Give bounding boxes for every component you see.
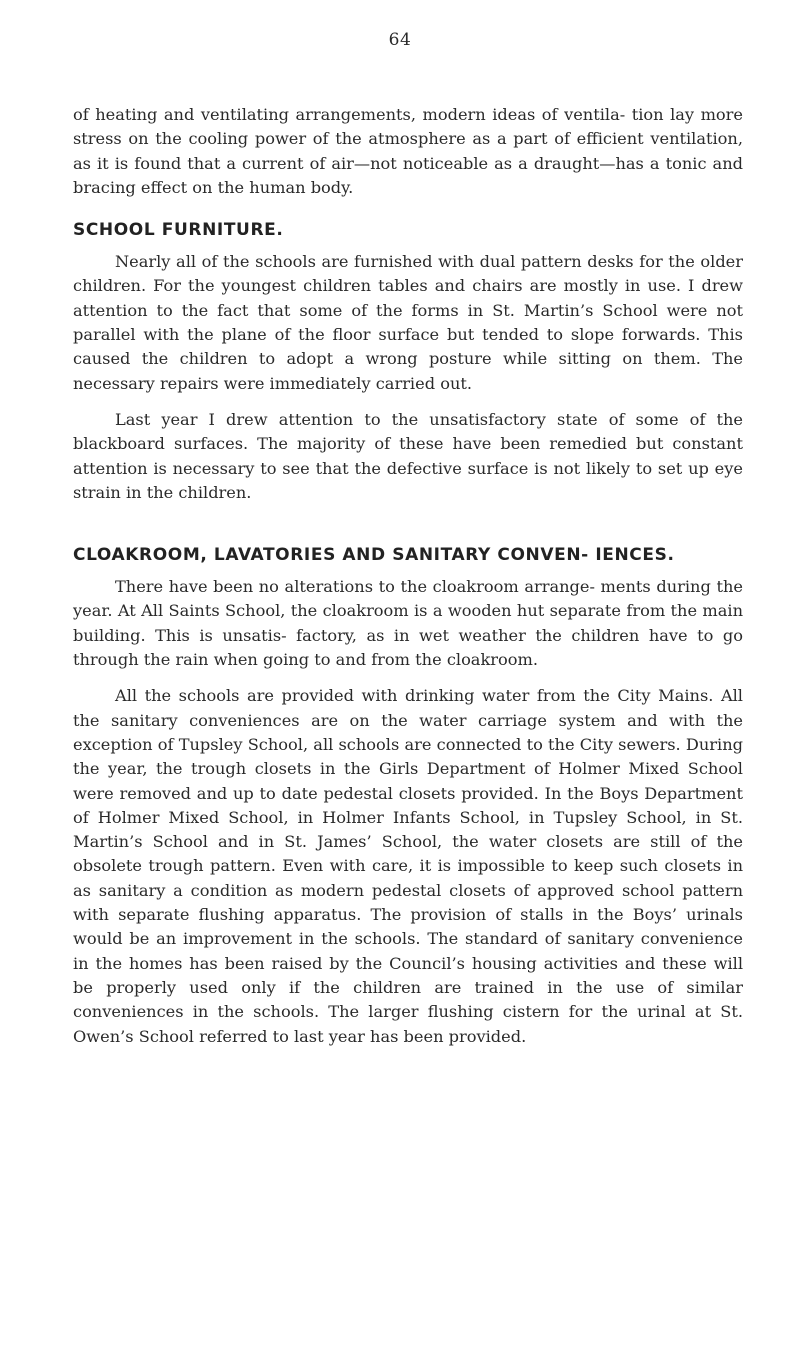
paragraph-ventilation-continued: of heating and ventilating arrangements, modern ideas of ventila- tion lay more stress on the cooling power of the atmosphere as a part of efficient ventilation, as it is found that a current of air—not noticeable as a draught—has a tonic and bracing effect on the human body. bbox=[73, 105, 743, 197]
page-number: 64 bbox=[388, 30, 412, 50]
paragraph-sanitary: All the schools are provided with drinking water from the City Mains. All the sanitary conveniences are on the water carriage system and with the exception of Tupsley School, all schools are connected to the City sewers. During the year, the trough closets in the Girls Department of Holmer Mixed School were removed and up to date pedestal closets provided. In the Boys Department of Holmer Mixed School, in Holmer Infants School, in Tupsley School, in St. Martin’s School and in St. James’ School, the water closets are still of the obsolete trough pattern. Even with care, it is impossible to keep such closets in as sanitary a condition as modern pedestal closets of approved school pattern with separate flushing apparatus. The provision of stalls in the Boys’ urinals would be an improvement in the schools. The standard of sanitary convenience in the homes has been raised by the Council’s housing activities and these will be properly used only if the children are trained in the use of similar conveniences in the schools. The larger flushing cistern for the urinal at St. Owen’s School referred to last year has been provided. bbox=[73, 686, 743, 1046]
paragraph-blackboards: Last year I drew attention to the unsatisfactory state of some of the blackboard surfaces. The majority of these have been remedied but constant attention is necessary to see that the defective surface is not likely to set up eye strain in the children. bbox=[73, 409, 743, 502]
page-content bbox=[73, 103, 743, 1061]
paragraph-cloakroom: There have been no alterations to the cloakroom arrange- ments during the year. At All Saints School, the cloakroom is a wooden hut separate from the main building. This is unsatis- factory, as in wet weather the children have to go through the rain when going to and from the cloakroom. bbox=[73, 577, 743, 670]
heading-cloakroom-lavatories: CLOAKROOM, LAVATORIES AND SANITARY CONVEN- IENCES. bbox=[73, 545, 675, 566]
heading-school-furniture: SCHOOL FURNITURE. bbox=[73, 220, 284, 241]
paragraph-desks: Nearly all of the schools are furnished with dual pattern desks for the older children. For the youngest children tables and chairs are mostly in use. I drew attention to the fact that some of the forms in St. Martin’s School were not parallel with the plane of the floor surface but tended to slope forwards. This caused the children to adopt a wrong posture while sitting on them. The necessary repairs were immediately carried out. bbox=[73, 252, 743, 393]
